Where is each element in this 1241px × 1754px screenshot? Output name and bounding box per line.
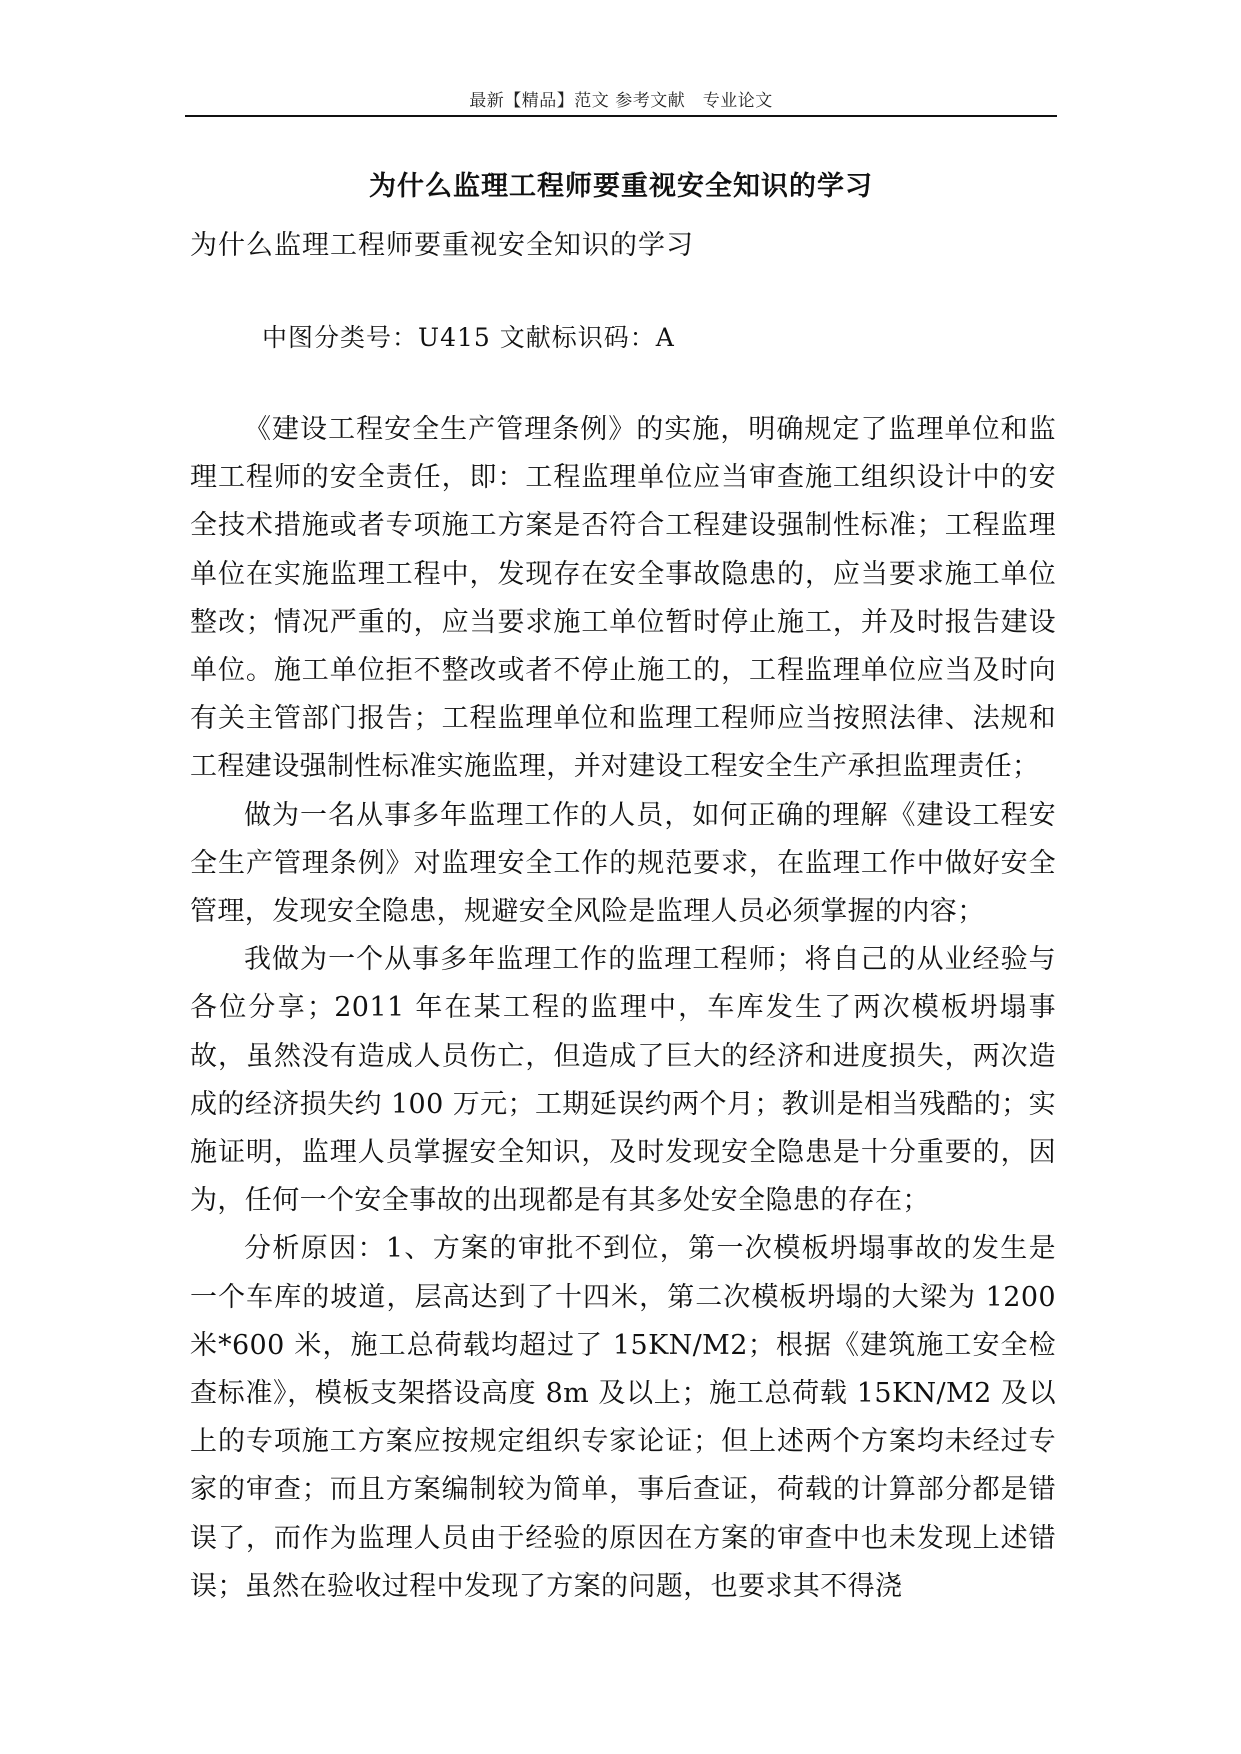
page-header: 最新【精品】范文 参考文献 专业论文 <box>469 91 773 111</box>
paragraph: 《建设工程安全生产管理条例》的实施，明确规定了监理单位和监理工程师的安全责任，即：工程监理单位应当审查施工组织设计中的安全技术措施或者专项施工方案是否符合工程建设强制性标准；工程监理单位在实施监理工程中，发现存在安全事故隐患的，应当要求施工单位整改；情况严重的，应当要求施工单位暂时停止施工，并及时报告建设单位。施工单位拒不整改或者不停止施工的，工程监理单位应当及时向有关主管部门报告；工程监理单位和监理工程师应当按照法律、法规和工程建设强制性标准实施监理，并对建设工程安全生产承担监理责任； <box>190 414 1056 783</box>
paragraph: 分析原因：1、方案的审批不到位，第一次模板坍塌事故的发生是一个车库的坡道，层高达到了十四米，第二次模板坍塌的大梁为 1200 米*600 米，施工总荷载均超过了 15KN/M2；根据《建筑施工安全检查标准》，模板支架搭设高度 8m 及以上；施工总荷载 15KN/M2 及以上的专项施工方案应按规定组织专家论证；但上述两个方案均未经过专家的审查；而且方案编制较为简单，事后查证，荷载的计算部分都是错误了，而作为监理人员由于经验的原因在方案的审查中也未发现上述错误；虽然在验收过程中发现了方案的问题，也要求其不得浇 <box>190 1233 1056 1602</box>
document-title: 为什么监理工程师要重视安全知识的学习 <box>369 171 873 202</box>
classification-line: 中图分类号：U415 文献标识码：A <box>262 323 675 352</box>
document-subtitle: 为什么监理工程师要重视安全知识的学习 <box>190 230 694 261</box>
paragraph: 做为一名从事多年监理工作的人员，如何正确的理解《建设工程安全生产管理条例》对监理安全工作的规范要求，在监理工作中做好安全管理，发现安全隐患，规避安全风险是监理人员必须掌握的内容； <box>190 799 1056 928</box>
body-text <box>190 406 1056 1611</box>
paragraph: 我做为一个从事多年监理工作的监理工程师；将自己的从业经验与各位分享；2011 年在某工程的监理中，车库发生了两次模板坍塌事故，虽然没有造成人员伤亡，但造成了巨大的经济和进度损失，两次造成的经济损失约 100 万元；工期延误约两个月；教训是相当残酷的；实施证明，监理人员掌握安全知识，及时发现安全隐患是十分重要的，因为，任何一个安全事故的出现都是有其多处安全隐患的存在； <box>190 944 1056 1217</box>
header-rule <box>185 115 1057 117</box>
